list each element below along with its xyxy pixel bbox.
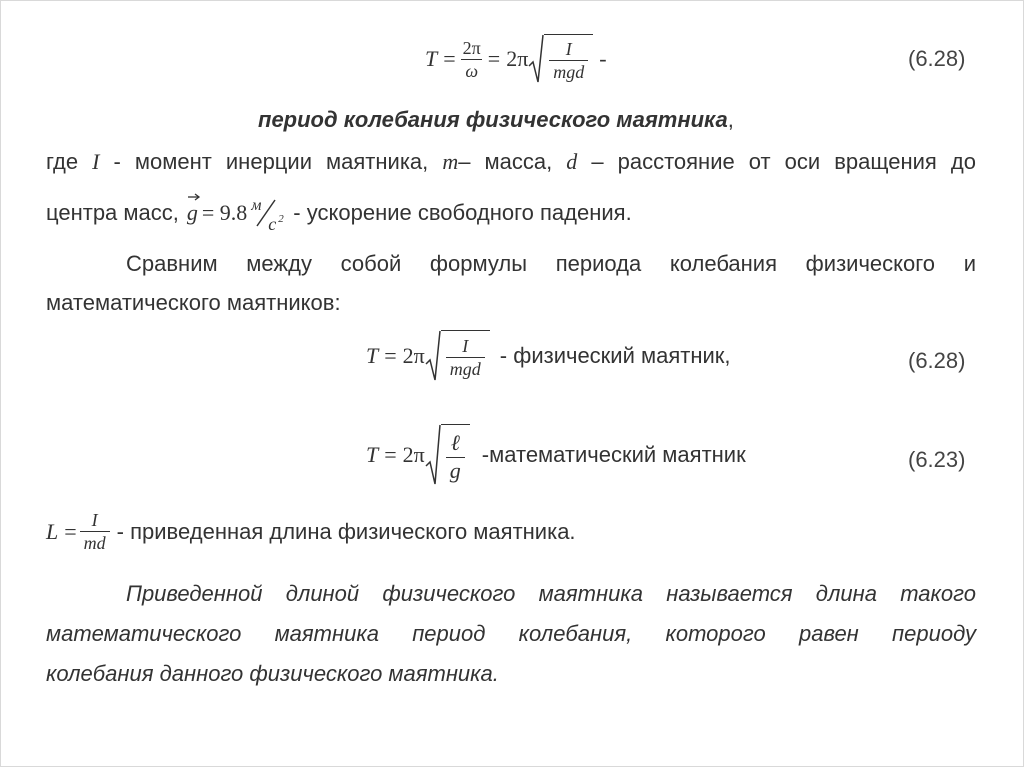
numerator: I — [565, 39, 572, 59]
formula-physical-pendulum: T = 2π $\frac{I}{\text{mgd}}$ - физический маятник, — [366, 330, 731, 382]
equation-number: (6.28) — [908, 348, 966, 373]
definition-line3: колебания данного физического маятника. — [46, 661, 499, 686]
formula-math-pendulum: T = 2π $\frac{\text{ℓ}}{g}$ -математический маятник — [366, 424, 746, 486]
fraction-2pi-omega — [459, 38, 485, 81]
para2-line2: математического маятников: — [46, 290, 341, 315]
symbol-T: T — [425, 46, 438, 71]
unit-m-per-s2: м с 2 — [251, 197, 284, 234]
numerator: 2π — [462, 37, 481, 58]
radical-sign-icon — [425, 330, 441, 382]
para1-line2: центра масс, g = 9.8 м с 2 - ускорение свободного падения. — [46, 196, 632, 230]
denominator: ω — [461, 59, 482, 81]
equals-sign: = — [487, 46, 501, 71]
heading-bold-text: период колебания физического маятника — [258, 107, 728, 132]
heading-period-physical — [258, 106, 734, 134]
symbol-m: m — [442, 149, 459, 174]
formula-period-physical — [425, 34, 607, 84]
square-root: $\frac{\text{ℓ}}{g}$ — [425, 424, 470, 486]
two-pi: 2π — [506, 46, 529, 71]
symbol-d: d — [566, 149, 578, 174]
formula-label: -математический маятник — [481, 442, 746, 467]
heading-comma: , — [727, 107, 734, 132]
fraction-I-mgd — [549, 39, 588, 82]
definition-line2: математического маятника период колебания, которого равен периоду — [46, 621, 976, 646]
dash: - — [599, 46, 607, 71]
para1-line1: где I - момент инерции маятника, m– масса, d – расстояние от оси вращения до — [46, 149, 976, 174]
para2-line1: Сравним между собой формулы периода колебания физического и — [126, 251, 976, 276]
definition-line1: Приведенной длиной физического маятника называется длина такого — [126, 581, 976, 606]
square-root — [528, 34, 593, 84]
square-root: $\frac{I}{\text{mgd}}$ — [425, 330, 490, 382]
equation-number: (6.23) — [908, 447, 966, 472]
vector-g: g — [187, 199, 198, 227]
radical-sign-icon — [425, 424, 441, 486]
formula-label: - приведенная длина физического маятника. — [116, 518, 576, 544]
equals-sign: = — [443, 46, 456, 71]
vector-arrow-icon — [187, 193, 201, 201]
formula-label: - физический маятник, — [499, 343, 731, 368]
equation-number: (6.28) — [908, 46, 966, 71]
formula-reduced-length: L = $\frac{I}{md}$ - приведенная длина физического маятника. — [46, 510, 576, 553]
symbol-I: I — [92, 149, 100, 174]
radical-sign-icon — [528, 34, 544, 84]
denominator: mgd — [549, 60, 588, 82]
